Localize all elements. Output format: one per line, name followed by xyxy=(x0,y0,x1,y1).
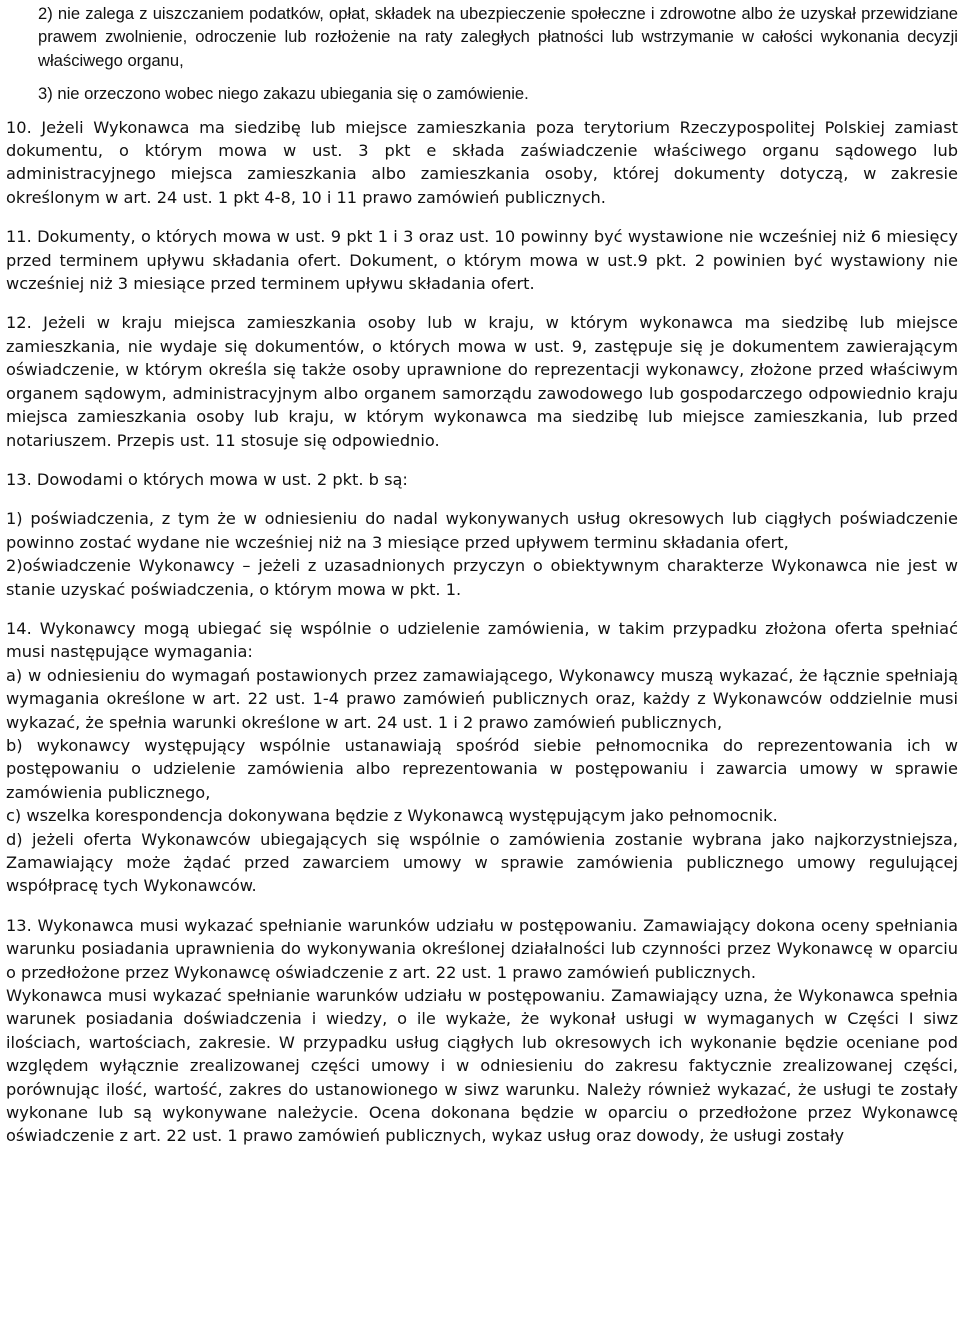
paragraph-13b-continued: Wykonawca musi wykazać spełnianie warunków udziału w postępowaniu. Zamawiający uzna, że Wykonawca spełnia warunek posiadania doświadczenia i wiedzy, o ile wykaże, że wykonał usługi w wymaganych w Części I siwz ilościach, wartościach, zakresie. W przypadku usług ciągłych lub okresowych ich wykonanie będzie oceniane pod względem wyłącznie zrealizowanej części umowy i w odniesieniu do zakresu faktycznie zrealizowanej części, porównując ilość, wartość, zakres do ustanowionego w siwz warunku. Należy również wykazać, że usługi te zostały wykonane lub są wykonywane należycie. Ocena dokonana będzie w oparciu o przedłożone przez Wykonawcę oświadczenie z art. 22 ust. 1 prawo zamówień publicznych, wykaz usług oraz dowody, że usługi zostały xyxy=(6,986,958,1146)
paragraph-14-item-a: a) w odniesieniu do wymagań postawionych przez zamawiającego, Wykonawcy muszą wykazać, że łącznie spełniają wymagania określone w art. 22 ust. 1-4 prawo zamówień publicznych oraz, każdy z Wykonawców oddzielnie musi wykazać, że spełnia warunki określone w art. 24 ust. 1 i 2 prawo zamówień publicznych, xyxy=(6,665,958,732)
paragraph-13b: 13. Wykonawca musi wykazać spełnianie warunków udziału w postępowaniu. Zamawiający dokona oceny spełniania warunku posiadania uprawnienia do wykonywania określonej działalności lub czynności przez Wykonawcę w oparciu o przedłożone przez Wykonawcę oświadczenie z art. 22 ust. 1 prawo zamówień publicznych. xyxy=(6,915,958,982)
paragraph-10: 10. Jeżeli Wykonawca ma siedzibę lub miejsce zamieszkania poza terytorium Rzeczypospolitej Polskiej zamiast dokumentu, o którym mowa w ust. 3 pkt e składa zaświadczenie właściwego organu sądowego lub administracyjnego miejsca zamieszkania albo zamieszkania osoby, której dokumenty dotyczą, w zakresie określonym w art. 24 ust. 1 pkt 4-8, 10 i 11 prawo zamówień publicznych. xyxy=(6,117,958,207)
paragraph-item-2: 2) nie zalega z uiszczaniem podatków, opłat, składek na ubezpieczenie społeczne i zdrowotne albo że uzyskał przewidziane prawem zwolnienie, odroczenie lub rozłożenie na raty zaległych płatności lub wstrzymanie w całości wykonania decyzji właściwego organu, xyxy=(38,4,958,70)
paragraph-14: 14. Wykonawcy mogą ubiegać się wspólnie o udzielenie zamówienia, w takim przypadku złożona oferta spełniać musi następujące wymagania: xyxy=(6,618,958,662)
paragraph-12: 12. Jeżeli w kraju miejsca zamieszkania osoby lub w kraju, w którym wykonawca ma siedzibę lub miejsce zamieszkania, nie wydaje się dokumentów, o których mowa w ust. 9, zastępuje się je dokumentem zawierającym oświadczenie, w którym określa się także osoby uprawnione do reprezentacji wykonawcy, złożone przed właściwym organem sądowym, administracyjnym albo organem samorządu zawodowego lub gospodarczego odpowiednio kraju miejsca zamieszkania osoby lub kraju, w którym wykonawca ma siedzibę lub miejsce zamieszkania, lub przed notariuszem. Przepis ust. 11 stosuje się odpowiednio. xyxy=(6,313,958,450)
paragraph-14-item-c: c) wszelka korespondencja dokonywana będzie z Wykonawcą występującym jako pełnomocnik. xyxy=(6,806,778,826)
paragraph-14-item-d: d) jeżeli oferta Wykonawców ubiegających się wspólnie o zamówienia zostanie wybrana jako najkorzystniejsza, Zamawiający może żądać przed zawarciem umowy w sprawie zamówienia publicznego umowy regulującej współpracę tych Wykonawców. xyxy=(6,829,958,896)
paragraph-11: 11. Dokumenty, o których mowa w ust. 9 pkt 1 i 3 oraz ust. 10 powinny być wystawione nie wcześniej niż 6 miesięcy przed terminem upływu składania ofert. Dokument, o którym mowa w ust.9 pkt. 2 powinien być wystawiony nie wcześniej niż 3 miesiące przed terminem upływu składania ofert. xyxy=(6,227,958,294)
paragraph-13-item-1: 1) poświadczenia, z tym że w odniesieniu do nadal wykonywanych usług okresowych lub ciągłych poświadczenie powinno zostać wydane nie wcześniej niż na 3 miesiące przed upływem terminu składania ofert, xyxy=(6,509,958,552)
paragraph-item-3: 3) nie orzeczono wobec niego zakazu ubiegania się o zamówienie. xyxy=(38,84,529,104)
paragraph-14-item-b: b) wykonawcy występujący wspólnie ustanawiają spośród siebie pełnomocnika do reprezentowania ich w postępowaniu o udzielenie zamówienia albo reprezentowania w postępowaniu i zawarcia umowy w sprawie zamówienia publicznego, xyxy=(6,735,958,802)
document-page xyxy=(6,0,958,1148)
paragraph-13: 13. Dowodami o których mowa w ust. 2 pkt. b są: xyxy=(6,469,408,489)
paragraph-13-item-2: 2)oświadczenie Wykonawcy – jeżeli z uzasadnionych przyczyn o obiektywnym charakterze Wykonawca nie jest w stanie uzyskać poświadczenia, o którym mowa w pkt. 1. xyxy=(6,556,958,599)
